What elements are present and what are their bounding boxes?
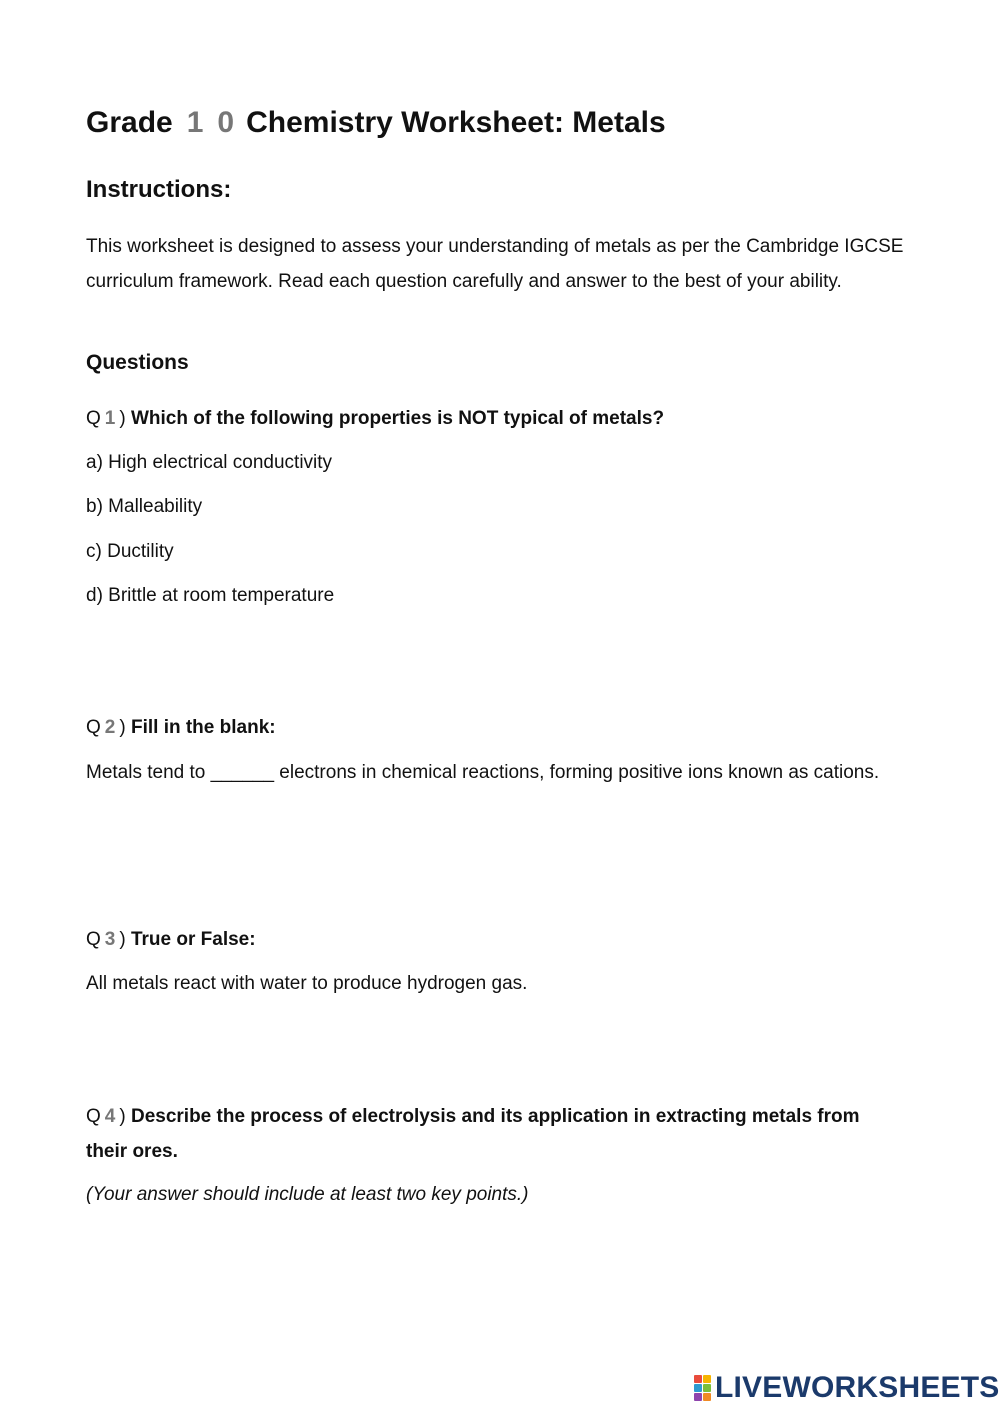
question-close: ) bbox=[119, 1106, 126, 1127]
question-prompt: Fill in the blank: bbox=[130, 717, 276, 738]
question-number: 4 bbox=[104, 1106, 116, 1127]
question-prompt: True or False: bbox=[130, 929, 256, 950]
title-prefix: Grade bbox=[86, 106, 173, 139]
question-2 bbox=[86, 711, 916, 746]
question-prompt: Describe the process of electrolysis and its application in extracting metals from their ores. bbox=[86, 1106, 860, 1162]
logo-icon-cell bbox=[694, 1393, 702, 1401]
option-b: b) Malleability bbox=[86, 496, 203, 517]
question-label: Q bbox=[86, 717, 101, 738]
question-4 bbox=[86, 1100, 901, 1169]
question-3-body: All metals react with water to produce hydrogen gas. bbox=[86, 973, 528, 994]
question-number: 1 bbox=[104, 408, 116, 429]
question-close: ) bbox=[119, 717, 126, 738]
question-3 bbox=[86, 923, 916, 958]
question-close: ) bbox=[119, 408, 126, 429]
question-1 bbox=[86, 402, 916, 437]
logo-icon-cell bbox=[703, 1384, 711, 1392]
question-2-body: Metals tend to ______ electrons in chemical reactions, forming positive ions known as cations. bbox=[86, 762, 880, 783]
question-number: 3 bbox=[104, 929, 116, 950]
questions-heading: Questions bbox=[86, 351, 189, 374]
logo-icon bbox=[694, 1375, 711, 1401]
question-prompt: Which of the following properties is NOT typical of metals? bbox=[130, 408, 665, 429]
logo-icon-cell bbox=[703, 1393, 711, 1401]
title-suffix: Chemistry Worksheet: Metals bbox=[246, 106, 666, 139]
instructions-heading: Instructions: bbox=[86, 176, 232, 203]
option-d: d) Brittle at room temperature bbox=[86, 585, 335, 606]
logo-icon-cell bbox=[703, 1375, 711, 1383]
question-number: 2 bbox=[104, 717, 116, 738]
logo-icon-cell bbox=[694, 1384, 702, 1392]
question-label: Q bbox=[86, 929, 101, 950]
liveworksheets-logo bbox=[694, 1371, 1000, 1405]
grade-number: 10 bbox=[186, 106, 249, 139]
logo-icon-cell bbox=[694, 1375, 702, 1383]
option-a: a) High electrical conductivity bbox=[86, 452, 333, 473]
option-c: c) Ductility bbox=[86, 541, 174, 562]
question-close: ) bbox=[119, 929, 126, 950]
question-label: Q bbox=[86, 408, 101, 429]
question-label: Q bbox=[86, 1106, 101, 1127]
instructions-text: This worksheet is designed to assess your understanding of metals as per the Cambridge IGCSE curriculum framework. Read each question carefully and answer to the best of your ability. bbox=[86, 236, 904, 292]
question-4-note: (Your answer should include at least two key points.) bbox=[86, 1184, 529, 1205]
logo-text: LIVEWORKSHEETS bbox=[715, 1371, 1000, 1404]
page-title bbox=[86, 104, 666, 142]
